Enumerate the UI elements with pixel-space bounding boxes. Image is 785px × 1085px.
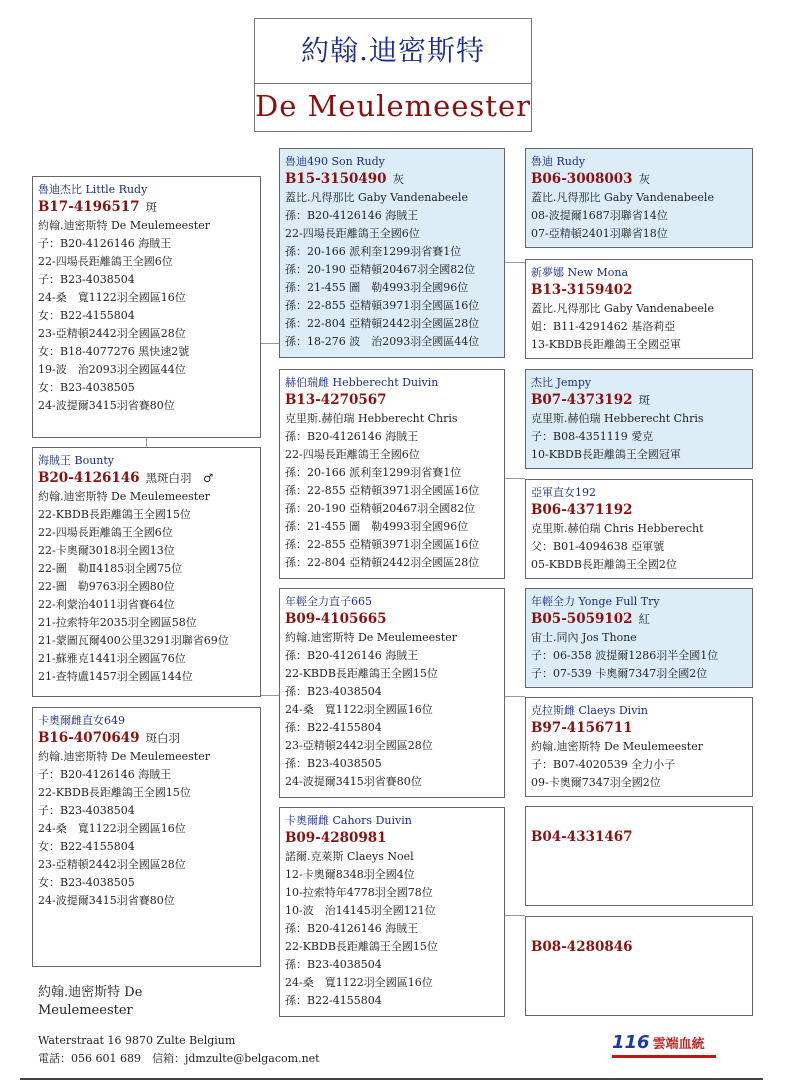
info-line: 子：07-539 卡奧爾7347羽全國2位 <box>531 667 708 680</box>
card-sdd <box>525 479 753 579</box>
info-line: 22-利蒙治4011羽省賽64位 <box>38 598 175 611</box>
info-line: 22-卡奧爾3018羽全國13位 <box>38 544 175 557</box>
info-line: 孫：B20-4126146 海賊王 <box>285 430 419 443</box>
ring-number: B13-4270567 <box>285 392 387 408</box>
title-english: De Meulemeester <box>255 89 531 123</box>
pedigree-title-box <box>254 18 532 132</box>
connector <box>260 343 279 344</box>
info-line: 約翰.迪密斯特 De Meulemeester <box>285 631 457 644</box>
card-dss <box>525 588 753 688</box>
info-line: 23-亞精頓2442羽全國區28位 <box>38 858 186 871</box>
logo-number: 116 <box>612 1032 650 1053</box>
info-line: 子：B07-4020539 全力小子 <box>531 758 676 771</box>
pigeon-name: 亞軍直女192 <box>531 486 596 499</box>
card-sire <box>32 176 261 438</box>
plumage-color: 斑白羽 <box>145 731 181 745</box>
info-line: 克里斯.赫伯瑞 Hebberecht Chris <box>531 412 704 425</box>
info-line: 蓋比.凡得那比 Gaby Vandenabeele <box>531 191 714 204</box>
info-line: 22-四場長距離鴿王全國6位 <box>38 255 173 268</box>
info-line: 孫：B23-4038504 <box>285 685 382 698</box>
pigeon-name: 年輕全力 Yonge Full Try <box>531 595 660 608</box>
info-line: 孫：B20-4126146 海賊王 <box>285 209 419 222</box>
card-ddd <box>525 916 753 1016</box>
info-line: 子：B23-4038504 <box>38 273 135 286</box>
info-line: 19-波 治2093羽全國區44位 <box>38 363 186 376</box>
info-line: 22-圖 勒9763羽全國80位 <box>38 580 175 593</box>
ring-number: B09-4105665 <box>285 611 387 627</box>
logo-text: 雲端血統 <box>652 1037 705 1052</box>
info-line: 22-KBDB長距離鴿王全國15位 <box>38 508 191 521</box>
card-ssd <box>525 259 753 359</box>
pigeon-name: 卡奧爾雌 Cahors Duivin <box>285 814 412 827</box>
info-line: 22-四場長距離鴿王全國6位 <box>285 227 420 240</box>
connector <box>504 915 525 916</box>
pigeon-name: 魯迪杰比 Little Rudy <box>38 183 148 196</box>
card-dsd <box>525 697 753 797</box>
card-dds <box>525 806 753 906</box>
info-line: 24-波提爾3415羽省賽80位 <box>38 894 175 907</box>
info-line: 12-卡奧爾8348羽全國4位 <box>285 868 415 881</box>
info-line: 孫：B23-4038505 <box>285 757 382 770</box>
plumage-color: 灰 <box>638 172 651 186</box>
info-line: 孫：18-276 波 治2093羽全國區44位 <box>285 335 480 348</box>
card-sss <box>525 148 753 248</box>
logo-underline <box>612 1055 716 1058</box>
bottom-divider <box>20 1078 763 1080</box>
info-line: 約翰.迪密斯特 De Meulemeester <box>38 219 210 232</box>
breeder-contact <box>38 1032 320 1068</box>
info-line: 孫：22-804 亞精頓2442羽全國區28位 <box>285 556 480 569</box>
info-line: 子：B20-4126146 海賊王 <box>38 768 172 781</box>
ring-number: B16-4070649 斑白羽 <box>38 730 181 746</box>
info-line: 22-四場長距離鴿王全國6位 <box>285 448 420 461</box>
title-divider <box>255 83 531 84</box>
info-line: 22-KBDB長距離鴿王全國15位 <box>285 667 438 680</box>
info-line: 孫：B20-4126146 海賊王 <box>285 922 419 935</box>
info-line: 女：B22-4155804 <box>38 309 135 322</box>
info-line: 孫：22-855 亞精頓3971羽全國區16位 <box>285 299 480 312</box>
info-line: 08-波提爾1687羽聯省14位 <box>531 209 668 222</box>
info-line: 宙士.同內 Jos Thone <box>531 631 637 644</box>
info-line: 孫：B22-4155804 <box>285 994 382 1007</box>
info-line: 孫：B22-4155804 <box>285 721 382 734</box>
info-line: 22-KBDB長距離鴿王全國15位 <box>38 786 191 799</box>
pigeon-name: 新夢娜 New Mona <box>531 266 629 279</box>
address: Waterstraat 16 9870 Zulte Belgium <box>38 1034 236 1047</box>
info-line: 子：B20-4126146 海賊王 <box>38 237 172 250</box>
info-line: 孫：B20-4126146 海賊王 <box>285 649 419 662</box>
info-line: 女：B23-4038505 <box>38 876 135 889</box>
info-line: 05-KBDB長距離鴿王全國2位 <box>531 558 677 571</box>
brand-logo <box>612 1032 722 1056</box>
info-line: 孫：21-455 圖 勒4993羽全國96位 <box>285 281 469 294</box>
pigeon-name: 杰比 Jempy <box>531 376 592 389</box>
info-line: 09-卡奧爾7347羽全國2位 <box>531 776 661 789</box>
pigeon-name: 魯迪 Rudy <box>531 155 586 168</box>
ring-number: B05-5059102 紅 <box>531 611 651 627</box>
plumage-color: 紅 <box>638 612 651 626</box>
info-line: 子：B08-4351119 愛克 <box>531 430 654 443</box>
info-line: 10-KBDB長距離鴿王全國冠軍 <box>531 448 681 461</box>
info-line: 孫：B23-4038504 <box>285 958 382 971</box>
ring-number: B04-4331467 <box>531 829 633 845</box>
card-sire-sire <box>279 148 505 358</box>
title-chinese: 約翰.迪密斯特 <box>301 34 485 67</box>
ring-number: B08-4280846 <box>531 939 633 955</box>
ring-number: B07-4373192 斑 <box>531 392 651 408</box>
card-dam <box>32 707 261 967</box>
plumage-color: 斑 <box>638 393 651 407</box>
phone-email: 電話：056 601 689 信箱：jdmzulte@belgacom.net <box>38 1052 320 1065</box>
info-line: 24-桑 寬1122羽全國區16位 <box>38 822 186 835</box>
ring-number: B97-4156711 <box>531 720 633 736</box>
info-line: 孫：22-855 亞精頓3971羽全國區16位 <box>285 484 480 497</box>
info-line: 10-波 治14145羽全國121位 <box>285 904 436 917</box>
info-line: 諾爾.克萊斯 Claeys Noel <box>285 850 414 863</box>
connector <box>504 696 525 697</box>
info-line: 姐：B11-4291462 基洛莉亞 <box>531 320 676 333</box>
info-line: 蓋比.凡得那比 Gaby Vandenabeele <box>285 191 468 204</box>
info-line: 孫：22-855 亞精頓3971羽全國區16位 <box>285 538 480 551</box>
ring-number: B17-4196517 斑 <box>38 199 158 215</box>
info-line: 22-圖 勒Ⅱ4185羽全國75位 <box>38 562 183 575</box>
info-line: 07-亞精頓2401羽聯省18位 <box>531 227 668 240</box>
info-line: 22-KBDB長距離鴿王全國15位 <box>285 940 438 953</box>
info-line: 孫：20-190 亞精頓20467羽全國82位 <box>285 263 476 276</box>
pigeon-name: 克拉斯雌 Claeys Divin <box>531 704 649 717</box>
info-line: 24-桑 寬1122羽全國區16位 <box>285 703 433 716</box>
info-line: 孫：21-455 圖 勒4993羽全國96位 <box>285 520 469 533</box>
info-line: 父：B01-4094638 亞軍號 <box>531 540 665 553</box>
info-line: 約翰.迪密斯特 De Meulemeester <box>38 750 210 763</box>
info-line: 女：B23-4038505 <box>38 381 135 394</box>
card-bounty <box>32 447 261 697</box>
info-line: 子：B23-4038504 <box>38 804 135 817</box>
info-line: 21-拉索特年2035羽全國區58位 <box>38 616 197 629</box>
info-line: 孫：20-166 派利奎1299羽省賽1位 <box>285 466 462 479</box>
info-line: 孫：20-166 派利奎1299羽省賽1位 <box>285 245 462 258</box>
info-line: 克里斯.赫伯瑞 Chris Hebberecht <box>531 522 704 535</box>
ring-number: B06-4371192 <box>531 502 633 518</box>
info-line: 孫：22-804 亞精頓2442羽全國區28位 <box>285 317 480 330</box>
breeder-name: 約翰.迪密斯特 De Meulemeester <box>38 985 143 1018</box>
info-line: 女：B18-4077276 黑快速2號 <box>38 345 190 358</box>
info-line: 24-波提爾3415羽省賽80位 <box>38 399 175 412</box>
pigeon-name: 赫伯瑞雌 Hebberecht Duivin <box>285 376 439 389</box>
card-dam-dam <box>279 807 505 1017</box>
plumage-color: 灰 <box>392 172 405 186</box>
connector <box>504 262 525 263</box>
info-line: 23-亞精頓2442羽全國區28位 <box>285 739 433 752</box>
info-line: 子：06-358 波提爾1286羽半全國1位 <box>531 649 719 662</box>
info-line: 22-四場長距離鴿王全國6位 <box>38 526 173 539</box>
card-sds <box>525 369 753 469</box>
pigeon-name: 海賊王 Bounty <box>38 454 115 467</box>
ring-number: B06-3008003 灰 <box>531 171 651 187</box>
info-line: 女：B22-4155804 <box>38 840 135 853</box>
ring-number: B09-4280981 <box>285 830 387 846</box>
pigeon-name: 卡奧爾雌直女649 <box>38 714 125 727</box>
info-line: 13-KBDB長距離鴿王全國亞軍 <box>531 338 681 351</box>
info-line: 約翰.迪密斯特 De Meulemeester <box>38 490 210 503</box>
pigeon-name: 年輕全力直子665 <box>285 595 372 608</box>
connector <box>146 437 147 447</box>
info-line: 蓋比.凡得那比 Gaby Vandenabeele <box>531 302 714 315</box>
card-sire-dam <box>279 369 505 579</box>
plumage-color: 黑斑白羽 ♂ <box>145 471 214 485</box>
connector <box>260 695 279 696</box>
info-line: 24-桑 寬1122羽全國區16位 <box>38 291 186 304</box>
card-dam-sire <box>279 588 505 798</box>
ring-number: B15-3150490 灰 <box>285 171 405 187</box>
info-line: 21-查特盧1457羽全國區144位 <box>38 670 193 683</box>
info-line: 21-蘇雅克1441羽全國區76位 <box>38 652 186 665</box>
info-line: 24-桑 寬1122羽全國區16位 <box>285 976 433 989</box>
info-line: 約翰.迪密斯特 De Meulemeester <box>531 740 703 753</box>
connector <box>504 478 525 479</box>
info-line: 23-亞精頓2442羽全國區28位 <box>38 327 186 340</box>
plumage-color: 斑 <box>145 200 158 214</box>
ring-number: B20-4126146 黑斑白羽 ♂ <box>38 470 214 486</box>
info-line: 21-蒙圖瓦爾400公里3291羽聯省69位 <box>38 634 229 647</box>
info-line: 24-波提爾3415羽省賽80位 <box>285 775 422 788</box>
info-line: 克里斯.赫伯瑞 Hebberecht Chris <box>285 412 458 425</box>
info-line: 10-拉索特年4778羽全國78位 <box>285 886 433 899</box>
pigeon-name: 魯迪490 Son Rudy <box>285 155 385 168</box>
info-line: 孫：20-190 亞精頓20467羽全國82位 <box>285 502 476 515</box>
ring-number: B13-3159402 <box>531 282 633 298</box>
